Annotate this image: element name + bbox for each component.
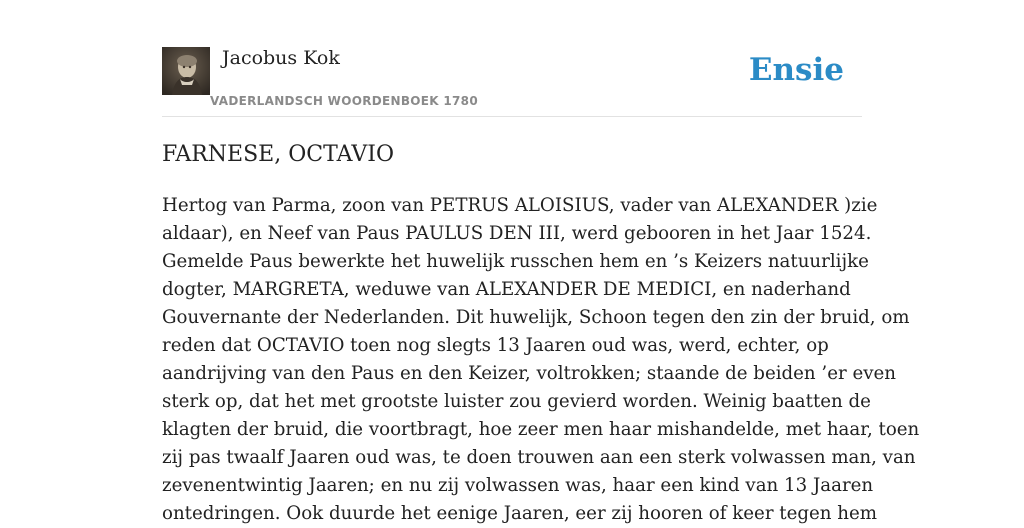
article-line: aandrijving van den Paus en den Keizer, voltrokken; staande de beiden ’er even: [162, 363, 896, 384]
article-line: zevenentwintig Jaaren; en nu zij volwassen was, haar een kind van 13 Jaaren: [162, 475, 874, 496]
article-title: FARNESE, OCTAVIO: [162, 142, 394, 167]
author-name[interactable]: Jacobus Kok: [222, 47, 340, 69]
source-label[interactable]: VADERLANDSCH WOORDENBOEK 1780: [210, 94, 478, 108]
article-line: dogter, MARGRETA, weduwe van ALEXANDER DE MEDICI, en naderhand: [162, 279, 851, 300]
article-line: aldaar), en Neef van Paus PAULUS DEN III, werd gebooren in het Jaar 1524.: [162, 223, 872, 244]
author-avatar[interactable]: [162, 47, 210, 95]
article-body: [162, 192, 920, 528]
article-line: sterk op, dat het met grootste luister zou gevierd worden. Weinig baatten de: [162, 391, 871, 412]
article-line: klagten der bruid, die voortbragt, hoe zeer men haar mishandelde, met haar, toen: [162, 419, 920, 440]
portrait-icon: [162, 47, 210, 95]
article-line: ontedringen. Ook duurde het eenige Jaaren, eer zij hooren of keer tegen hem: [162, 503, 877, 524]
article-line: reden dat OCTAVIO toen nog slegts 13 Jaaren oud was, werd, echter, op: [162, 335, 829, 356]
article-line: Gemelde Paus bewerkte het huwelijk russchen hem en ’s Keizers natuurlijke: [162, 251, 869, 272]
brand-logo[interactable]: Ensie: [748, 52, 844, 88]
article-line: zij pas twaalf Jaaren oud was, te doen trouwen aan een sterk volwassen man, van: [162, 447, 916, 468]
article-line: Hertog van Parma, zoon van PETRUS ALOISIUS, vader van ALEXANDER )zie: [162, 195, 878, 216]
article-line: Gouvernante der Nederlanden. Dit huwelijk, Schoon tegen den zin der bruid, om: [162, 307, 910, 328]
page-header: [162, 46, 862, 117]
